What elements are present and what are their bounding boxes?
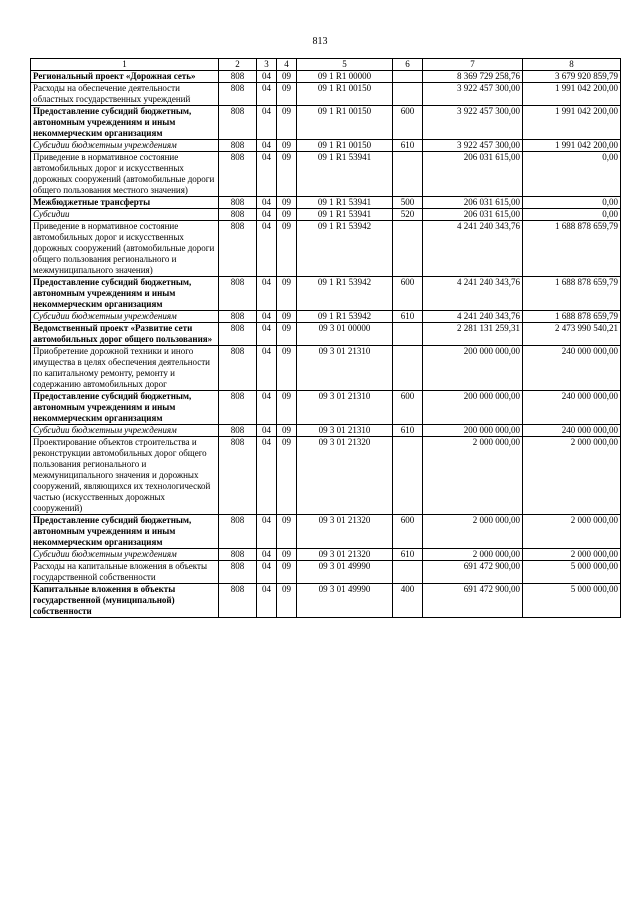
- section-cell: 04: [257, 277, 277, 311]
- amount-year2-cell: 5 000 000,00: [523, 584, 621, 618]
- table-row: [31, 425, 621, 437]
- admin-code-cell: 808: [219, 515, 257, 549]
- amount-year1-cell: 206 031 615,00: [423, 209, 523, 221]
- name-cell: Приведение в нормативное состояние автомобильных дорог и искусственных дорожных сооружений (автомобильные дороги общего пользования регионального и межмуниципального значения): [31, 221, 219, 277]
- subsection-cell: 09: [277, 391, 297, 425]
- header-cell: 3: [257, 59, 277, 71]
- target-article-cell: 09 3 01 21310: [297, 425, 393, 437]
- expense-type-cell: [393, 221, 423, 277]
- target-article-cell: 09 3 01 21320: [297, 549, 393, 561]
- expense-type-cell: 600: [393, 515, 423, 549]
- amount-year2-cell: 240 000 000,00: [523, 425, 621, 437]
- name-cell: Расходы на капитальные вложения в объекты государственной собственности: [31, 561, 219, 584]
- table-row: [31, 197, 621, 209]
- admin-code-cell: 808: [219, 83, 257, 106]
- table-row: [31, 391, 621, 425]
- admin-code-cell: 808: [219, 425, 257, 437]
- expense-type-cell: 520: [393, 209, 423, 221]
- target-article-cell: 09 1 R1 00150: [297, 83, 393, 106]
- amount-year2-cell: 5 000 000,00: [523, 561, 621, 584]
- expense-type-cell: 610: [393, 311, 423, 323]
- amount-year1-cell: 3 922 457 300,00: [423, 140, 523, 152]
- amount-year2-cell: 1 688 878 659,79: [523, 221, 621, 277]
- target-article-cell: 09 1 R1 53941: [297, 209, 393, 221]
- amount-year1-cell: 691 472 900,00: [423, 584, 523, 618]
- section-cell: 04: [257, 197, 277, 209]
- amount-year1-cell: 2 000 000,00: [423, 515, 523, 549]
- amount-year2-cell: 1 991 042 200,00: [523, 83, 621, 106]
- amount-year1-cell: 4 241 240 343,76: [423, 221, 523, 277]
- admin-code-cell: 808: [219, 197, 257, 209]
- target-article-cell: 09 1 R1 53941: [297, 152, 393, 197]
- admin-code-cell: 808: [219, 346, 257, 391]
- section-cell: 04: [257, 221, 277, 277]
- expense-type-cell: 610: [393, 549, 423, 561]
- section-cell: 04: [257, 515, 277, 549]
- admin-code-cell: 808: [219, 71, 257, 83]
- table-row: [31, 71, 621, 83]
- section-cell: 04: [257, 584, 277, 618]
- section-cell: 04: [257, 346, 277, 391]
- table-row: [31, 584, 621, 618]
- amount-year1-cell: 3 922 457 300,00: [423, 83, 523, 106]
- subsection-cell: 09: [277, 549, 297, 561]
- header-cell: 1: [31, 59, 219, 71]
- subsection-cell: 09: [277, 209, 297, 221]
- table-row: [31, 549, 621, 561]
- target-article-cell: 09 3 01 21320: [297, 515, 393, 549]
- name-cell: Капитальные вложения в объекты государственной (муниципальной) собственности: [31, 584, 219, 618]
- table-row: [31, 83, 621, 106]
- amount-year1-cell: 691 472 900,00: [423, 561, 523, 584]
- target-article-cell: 09 3 01 21310: [297, 346, 393, 391]
- target-article-cell: 09 1 R1 53942: [297, 311, 393, 323]
- header-cell: 2: [219, 59, 257, 71]
- amount-year1-cell: 200 000 000,00: [423, 425, 523, 437]
- amount-year1-cell: 206 031 615,00: [423, 152, 523, 197]
- expense-type-cell: [393, 561, 423, 584]
- name-cell: Субсидии бюджетным учреждениям: [31, 311, 219, 323]
- table-header-row: [31, 59, 621, 71]
- table-row: [31, 437, 621, 515]
- admin-code-cell: 808: [219, 221, 257, 277]
- admin-code-cell: 808: [219, 561, 257, 584]
- expense-type-cell: [393, 152, 423, 197]
- amount-year2-cell: 1 688 878 659,79: [523, 277, 621, 311]
- table-row: [31, 152, 621, 197]
- amount-year2-cell: 0,00: [523, 152, 621, 197]
- target-article-cell: 09 3 01 49990: [297, 561, 393, 584]
- amount-year2-cell: 1 688 878 659,79: [523, 311, 621, 323]
- subsection-cell: 09: [277, 346, 297, 391]
- subsection-cell: 09: [277, 437, 297, 515]
- table-row: [31, 140, 621, 152]
- expense-type-cell: 400: [393, 584, 423, 618]
- expense-type-cell: [393, 323, 423, 346]
- table-row: [31, 561, 621, 584]
- table-row: [31, 209, 621, 221]
- section-cell: 04: [257, 391, 277, 425]
- table-row: [31, 221, 621, 277]
- subsection-cell: 09: [277, 71, 297, 83]
- section-cell: 04: [257, 106, 277, 140]
- name-cell: Субсидии: [31, 209, 219, 221]
- target-article-cell: 09 1 R1 00150: [297, 106, 393, 140]
- admin-code-cell: 808: [219, 140, 257, 152]
- amount-year1-cell: 200 000 000,00: [423, 346, 523, 391]
- section-cell: 04: [257, 437, 277, 515]
- subsection-cell: 09: [277, 152, 297, 197]
- admin-code-cell: 808: [219, 311, 257, 323]
- amount-year2-cell: 2 473 990 540,21: [523, 323, 621, 346]
- admin-code-cell: 808: [219, 437, 257, 515]
- section-cell: 04: [257, 561, 277, 584]
- admin-code-cell: 808: [219, 209, 257, 221]
- expense-type-cell: [393, 83, 423, 106]
- name-cell: Ведомственный проект «Развитие сети автомобильных дорог общего пользования»: [31, 323, 219, 346]
- section-cell: 04: [257, 71, 277, 83]
- target-article-cell: 09 3 01 21310: [297, 391, 393, 425]
- subsection-cell: 09: [277, 277, 297, 311]
- amount-year1-cell: 8 369 729 258,76: [423, 71, 523, 83]
- name-cell: Предоставление субсидий бюджетным, автономным учреждениям и иным некоммерческим организациям: [31, 277, 219, 311]
- subsection-cell: 09: [277, 425, 297, 437]
- expense-type-cell: 610: [393, 425, 423, 437]
- header-cell: 4: [277, 59, 297, 71]
- name-cell: Субсидии бюджетным учреждениям: [31, 425, 219, 437]
- subsection-cell: 09: [277, 83, 297, 106]
- section-cell: 04: [257, 83, 277, 106]
- name-cell: Предоставление субсидий бюджетным, автономным учреждениям и иным некоммерческим организациям: [31, 391, 219, 425]
- amount-year1-cell: 4 241 240 343,76: [423, 277, 523, 311]
- name-cell: Предоставление субсидий бюджетным, автономным учреждениям и иным некоммерческим организациям: [31, 106, 219, 140]
- subsection-cell: 09: [277, 311, 297, 323]
- target-article-cell: 09 1 R1 00000: [297, 71, 393, 83]
- admin-code-cell: 808: [219, 277, 257, 311]
- amount-year2-cell: 2 000 000,00: [523, 549, 621, 561]
- table-row: [31, 277, 621, 311]
- subsection-cell: 09: [277, 584, 297, 618]
- amount-year2-cell: 0,00: [523, 197, 621, 209]
- name-cell: Проектирование объектов строительства и реконструкции автомобильных дорог общего пользования регионального и межмуниципального значения и дорожных сооружений, являющихся их технологической частью (искусственных дорожных сооружений): [31, 437, 219, 515]
- expense-type-cell: [393, 346, 423, 391]
- name-cell: Приобретение дорожной техники и иного имущества в целях обеспечения деятельности по капитальному ремонту, ремонту и содержанию автомобильных дорог: [31, 346, 219, 391]
- table-row: [31, 323, 621, 346]
- subsection-cell: 09: [277, 197, 297, 209]
- name-cell: Региональный проект «Дорожная сеть»: [31, 71, 219, 83]
- admin-code-cell: 808: [219, 323, 257, 346]
- budget-table: [30, 58, 621, 618]
- expense-type-cell: 500: [393, 197, 423, 209]
- target-article-cell: 09 1 R1 53941: [297, 197, 393, 209]
- expense-type-cell: 600: [393, 277, 423, 311]
- section-cell: 04: [257, 311, 277, 323]
- subsection-cell: 09: [277, 515, 297, 549]
- amount-year2-cell: 0,00: [523, 209, 621, 221]
- amount-year2-cell: 240 000 000,00: [523, 391, 621, 425]
- target-article-cell: 09 1 R1 00150: [297, 140, 393, 152]
- amount-year1-cell: 2 281 131 259,31: [423, 323, 523, 346]
- target-article-cell: 09 3 01 21320: [297, 437, 393, 515]
- expense-type-cell: [393, 71, 423, 83]
- table-row: [31, 311, 621, 323]
- expense-type-cell: 600: [393, 106, 423, 140]
- table-row: [31, 346, 621, 391]
- amount-year2-cell: 2 000 000,00: [523, 437, 621, 515]
- admin-code-cell: 808: [219, 549, 257, 561]
- amount-year1-cell: 2 000 000,00: [423, 549, 523, 561]
- section-cell: 04: [257, 323, 277, 346]
- expense-type-cell: [393, 437, 423, 515]
- section-cell: 04: [257, 209, 277, 221]
- amount-year1-cell: 4 241 240 343,76: [423, 311, 523, 323]
- amount-year2-cell: 1 991 042 200,00: [523, 106, 621, 140]
- section-cell: 04: [257, 425, 277, 437]
- amount-year2-cell: 3 679 920 859,79: [523, 71, 621, 83]
- header-cell: 8: [523, 59, 621, 71]
- admin-code-cell: 808: [219, 152, 257, 197]
- page-number: 813: [312, 36, 328, 47]
- amount-year1-cell: 206 031 615,00: [423, 197, 523, 209]
- header-cell: 7: [423, 59, 523, 71]
- amount-year1-cell: 200 000 000,00: [423, 391, 523, 425]
- header-cell: 6: [393, 59, 423, 71]
- admin-code-cell: 808: [219, 391, 257, 425]
- admin-code-cell: 808: [219, 584, 257, 618]
- subsection-cell: 09: [277, 221, 297, 277]
- name-cell: Приведение в нормативное состояние автомобильных дорог и искусственных дорожных сооружений (автомобильные дороги общего пользования местного значения): [31, 152, 219, 197]
- section-cell: 04: [257, 152, 277, 197]
- amount-year2-cell: 2 000 000,00: [523, 515, 621, 549]
- table-row: [31, 106, 621, 140]
- target-article-cell: 09 3 01 49990: [297, 584, 393, 618]
- name-cell: Расходы на обеспечение деятельности областных государственных учреждений: [31, 83, 219, 106]
- subsection-cell: 09: [277, 323, 297, 346]
- target-article-cell: 09 1 R1 53942: [297, 221, 393, 277]
- admin-code-cell: 808: [219, 106, 257, 140]
- expense-type-cell: 610: [393, 140, 423, 152]
- subsection-cell: 09: [277, 140, 297, 152]
- section-cell: 04: [257, 140, 277, 152]
- amount-year2-cell: 240 000 000,00: [523, 346, 621, 391]
- name-cell: Предоставление субсидий бюджетным, автономным учреждениям и иным некоммерческим организациям: [31, 515, 219, 549]
- target-article-cell: 09 1 R1 53942: [297, 277, 393, 311]
- section-cell: 04: [257, 549, 277, 561]
- target-article-cell: 09 3 01 00000: [297, 323, 393, 346]
- amount-year1-cell: 2 000 000,00: [423, 437, 523, 515]
- header-cell: 5: [297, 59, 393, 71]
- name-cell: Субсидии бюджетным учреждениям: [31, 140, 219, 152]
- amount-year2-cell: 1 991 042 200,00: [523, 140, 621, 152]
- name-cell: Межбюджетные трансферты: [31, 197, 219, 209]
- subsection-cell: 09: [277, 561, 297, 584]
- expense-type-cell: 600: [393, 391, 423, 425]
- name-cell: Субсидии бюджетным учреждениям: [31, 549, 219, 561]
- table-row: [31, 515, 621, 549]
- subsection-cell: 09: [277, 106, 297, 140]
- amount-year1-cell: 3 922 457 300,00: [423, 106, 523, 140]
